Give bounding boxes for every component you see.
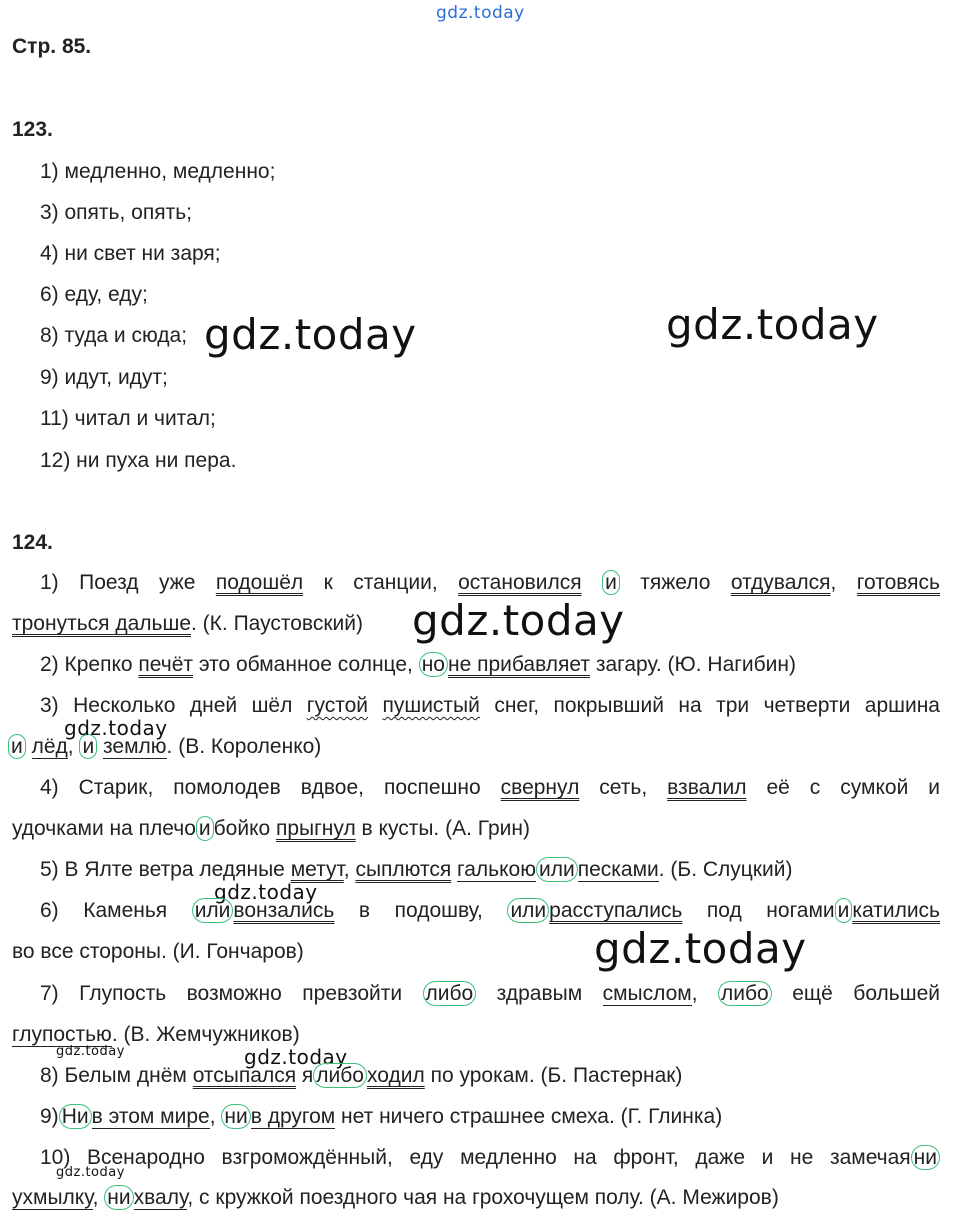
answer-item: 1) медленно, медленно; <box>40 160 276 183</box>
exercise-124-number: 124. <box>12 531 53 554</box>
answer-item: 4) ни свет ни заря; <box>40 242 221 265</box>
conjunction-circle: и <box>835 898 853 923</box>
sentence-9: 9) Ни в этом мире, ни в другом нет ничего страшнее смеха. (Г. Глинка) <box>40 1105 723 1128</box>
answer-item: 3) опять, опять; <box>40 201 192 224</box>
conjunction-circle: и <box>8 734 26 759</box>
sentence-4-line-1: 4) Старик, помолодев вдвое, поспешно свернул сеть, взвалил её с сумкой и <box>40 776 940 799</box>
conjunction-circle: ни <box>221 1104 250 1129</box>
conjunction-circle: но <box>419 652 448 677</box>
sentence-6-line-1: 6) Каменья или вонзались в подошву, или расступались под ногами и катились <box>40 899 940 922</box>
watermark: gdz.today <box>64 716 168 740</box>
answer-item: 6) еду, еду; <box>40 283 148 306</box>
sentence-10-line-1: 10) Всенародно взгромождённый, еду медленно на фронт, даже и не замечая ни <box>12 1146 940 1170</box>
conjunction-circle: или <box>192 898 234 923</box>
sentence-6-line-2: во все стороны. (И. Гончаров) <box>12 940 304 963</box>
sentence-4-line-2: удочками на плечо и бойко прыгнул в кусты. (А. Грин) <box>12 817 530 840</box>
sentence-3-line-1: 3) Несколько дней шёл густой пушистый снег, покрывший на три четверти аршина <box>40 694 940 717</box>
sentence-7-line-1: 7) Глупость возможно превзойти либо здравым смыслом, либо ещё большей <box>40 982 940 1005</box>
watermark: gdz.today <box>204 310 417 359</box>
conjunction-circle: либо <box>423 981 477 1006</box>
conjunction-circle: либо <box>718 981 772 1006</box>
conjunction-circle: ни <box>104 1185 133 1210</box>
watermark: gdz.today <box>214 880 318 904</box>
answer-item: 12) ни пуха ни пера. <box>40 449 237 472</box>
sentence-1-line-1: 1) Поезд уже подошёл к станции, остановился и тяжело отдувался, готовясь <box>40 571 940 594</box>
conjunction-circle: ни <box>911 1145 940 1170</box>
watermark: gdz.today <box>412 596 625 645</box>
sentence-7-line-2: глупостью. (В. Жемчужников) <box>12 1023 300 1046</box>
page-reference: Стр. 85. <box>12 35 92 58</box>
conjunction-circle: и <box>602 570 620 595</box>
sentence-5: 5) В Ялте ветра ледяные метут, сыплются галькою или песками. (Б. Слуцкий) <box>40 858 793 881</box>
conjunction-circle: или <box>507 898 549 923</box>
sentence-1-line-2: тронуться дальше. (К. Паустовский) <box>12 612 363 635</box>
watermark-top: gdz.today <box>436 3 525 23</box>
conjunction-circle: или <box>536 857 578 882</box>
watermark: gdz.today <box>56 1165 125 1180</box>
watermark: gdz.today <box>244 1045 348 1069</box>
sentence-10-line-2: ухмылку, ни хвалу, с кружкой поездного чая на грохочущем полу. (А. Межиров) <box>12 1186 779 1209</box>
watermark: gdz.today <box>594 924 807 973</box>
answer-item: 8) туда и сюда; <box>40 324 188 347</box>
answer-item: 9) идут, идут; <box>40 366 168 389</box>
watermark: gdz.today <box>666 300 879 349</box>
watermark: gdz.today <box>56 1044 125 1059</box>
conjunction-circle: либо <box>313 1063 367 1088</box>
answer-item: 11) читал и читал; <box>40 407 216 430</box>
conjunction-circle: Ни <box>59 1104 92 1129</box>
exercise-123-number: 123. <box>12 118 53 141</box>
conjunction-circle: и <box>79 734 97 759</box>
sentence-2: 2) Крепко печёт это обманное солнце, но не прибавляет загару. (Ю. Нагибин) <box>40 653 797 676</box>
sentence-8: 8) Белым днём отсыпался я либо ходил по урокам. (Б. Пастернак) <box>40 1064 683 1087</box>
sentence-3-line-2: и лёд, и землю. (В. Короленко) <box>8 735 321 759</box>
conjunction-circle: и <box>196 816 214 841</box>
